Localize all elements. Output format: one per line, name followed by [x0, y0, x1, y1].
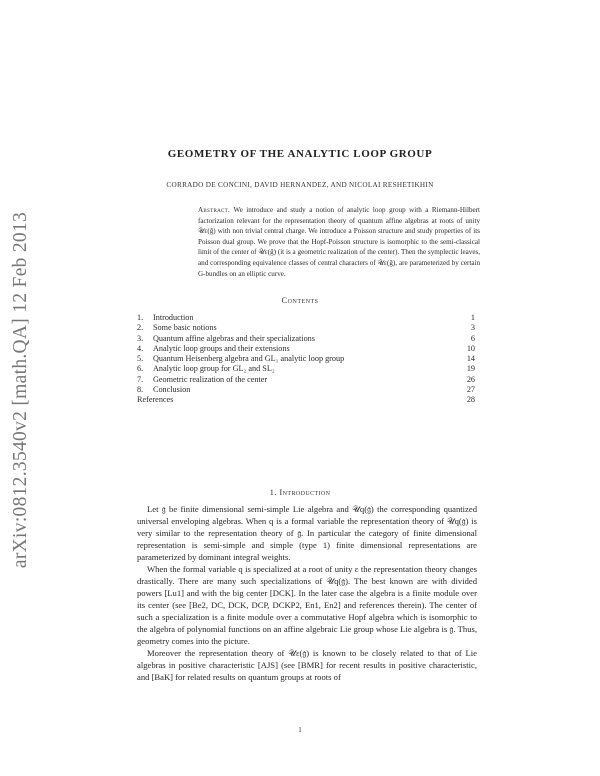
section-body	[137, 503, 477, 683]
toc-entry-page: 1	[470, 313, 475, 322]
toc-entry[interactable]	[137, 323, 475, 333]
section-title: Introduction	[279, 487, 331, 497]
toc-entry[interactable]	[137, 313, 475, 323]
toc-entry-title: Geometric realization of the center	[153, 374, 268, 384]
toc-entry-page: 3	[470, 323, 475, 333]
toc-entry[interactable]	[137, 354, 475, 364]
toc-entry-title: Conclusion	[153, 385, 191, 395]
toc-entry[interactable]	[137, 375, 475, 385]
toc-entry-number: 2.	[137, 323, 144, 333]
abstract-text: We introduce and study a notion of analytic loop group with a Riemann-Hilbert factorization relevant for the representation theory of quantum affine algebras at roots of unity 𝒰ε(ĝ) with non trivial central charge. We introduce a Poisson structure and study properties of its Poisson dual group. We prove that the Hopf-Poisson structure is isomorphic to the semi-classical limit of the center of 𝒰ε(ĝ) (it is a geometric realization of the center). Then the symplectic leaves, and corresponding equivalence classes of central characters of 𝒰ε(ĝ), are parameterized by certain G-bundles on an elliptic curve.	[198, 206, 480, 278]
toc-entry-title: Analytic loop groups and their extensions	[153, 343, 290, 353]
toc-entry-title: Quantum affine algebras and their specializations	[153, 333, 315, 343]
toc-entry-page: 10	[466, 343, 475, 353]
toc-entry-page: 26	[466, 374, 475, 384]
toc-entry-references[interactable]	[137, 395, 475, 405]
toc-entry-number: 5.	[137, 354, 144, 364]
page-number: 1	[298, 726, 302, 734]
contents-heading: Contents	[281, 295, 319, 305]
paper-authors: CORRADO DE CONCINI, DAVID HERNANDEZ, AND NICOLAI RESHETIKHIN	[166, 181, 434, 189]
section-number: 1.	[269, 487, 277, 497]
toc-entry-number: 7.	[137, 374, 144, 384]
toc-entry-title: Analytic loop group for GL₂ and SL₂	[153, 364, 275, 374]
toc-entry-title: Quantum Heisenberg algebra and GL₁ analytic loop group	[153, 354, 345, 364]
toc-entry[interactable]	[137, 344, 475, 354]
toc-entry-number: 3.	[137, 333, 144, 343]
section-heading	[0, 487, 600, 497]
paragraph: Let 𝔤 be finite dimensional semi-simple Lie algebra and 𝒰q(𝔤) the corresponding quantized universal enveloping algebras. When q is a formal variable the representation theory of 𝒰q(𝔤) is very similar to the representation theory of 𝔤. In particular the category of finite dimensional representation is semi-simple and simple (type 1) finite dimensional representations are parameterized by dominant integral weights.	[137, 504, 477, 562]
toc-entry-number: 6.	[137, 364, 144, 374]
arxiv-identifier-text: arXiv:0812.3540v2 [math.QA] 12 Feb 2013	[10, 211, 32, 569]
toc-entry[interactable]	[137, 334, 475, 344]
arxiv-identifier	[6, 180, 36, 600]
toc-entry-page: 19	[466, 364, 475, 374]
abstract	[198, 205, 480, 279]
toc-entry-number: 4.	[137, 343, 144, 353]
toc-entry-page: 6	[470, 333, 475, 343]
toc-entry-title: References	[137, 395, 174, 405]
toc-entry-title: Introduction	[153, 313, 194, 322]
toc-entry[interactable]	[137, 364, 475, 374]
paragraph: When the formal variable q is specialized at a root of unity ε the representation theory changes drastically. There are many such specializations of 𝒰q(𝔤). The best known are with divided powers [Lu1] and with the big center [DCK]. In the later case the algebra is a finite module over its center (see [Be2, DC, DCK, DCP, DCKP2, En1, En2] and references therein). The center of such a specialization is a finite module over a commutative Hopf algebra which is isomorphic to the algebra of polynomial functions on an affine algebraic Lie group whose Lie algebra is 𝔤. Thus, geometry comes into the picture.	[137, 564, 477, 646]
paragraph: Moreover the representation theory of 𝒰ε(𝔤) is known to be closely related to that of Lie algebras in positive characteristic [AJS] (see [BMR] for recent results in positive characteristic, and [BaK] for related results on quantum groups at roots of	[137, 648, 477, 682]
toc-entry-number: 8.	[137, 385, 144, 395]
toc-entry-page: 14	[466, 354, 475, 364]
toc-entry-page: 27	[466, 385, 475, 395]
abstract-label: Abstract.	[198, 206, 231, 214]
table-of-contents	[137, 313, 475, 406]
toc-entry-title: Some basic notions	[153, 323, 217, 333]
toc-entry[interactable]	[137, 385, 475, 395]
paper-title: GEOMETRY OF THE ANALYTIC LOOP GROUP	[167, 148, 433, 160]
toc-entry-page: 28	[466, 395, 475, 405]
toc-entry-number: 1.	[137, 313, 144, 322]
